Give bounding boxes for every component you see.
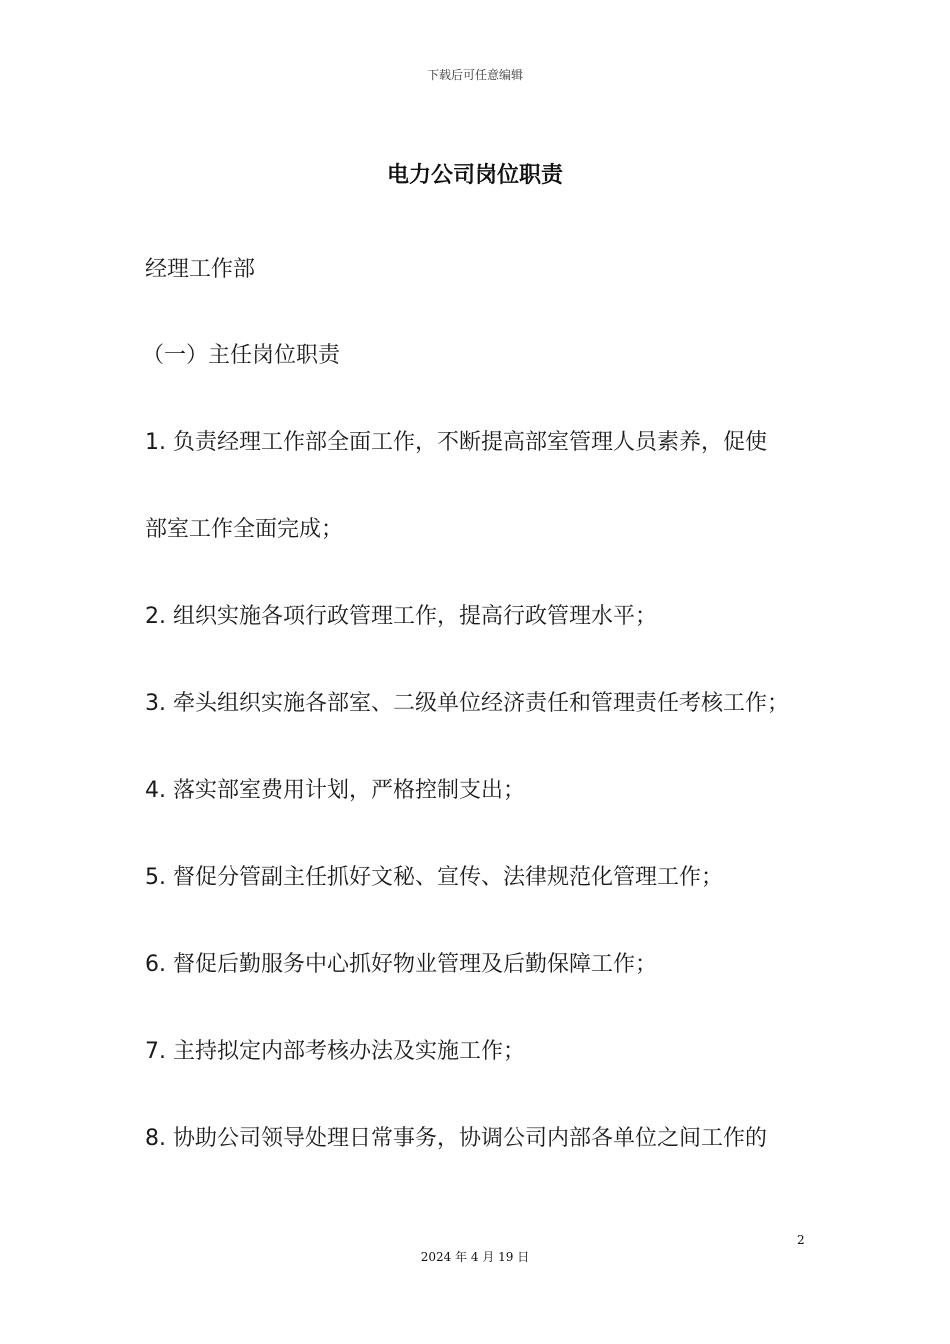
duty-line: 部室工作全面完成； <box>145 517 344 542</box>
footer-date: 2024 年 4 月 19 日 <box>420 1250 530 1264</box>
duty-line: 6. 督促后勤服务中心抓好物业管理及后勤保障工作； <box>145 952 657 977</box>
sub-heading: （一）主任岗位职责 <box>142 343 341 368</box>
duty-line: 4. 落实部室费用计划，严格控制支出； <box>145 778 525 803</box>
duty-line: 2. 组织实施各项行政管理工作，提高行政管理水平； <box>145 604 657 629</box>
duty-line: 1. 负责经理工作部全面工作，不断提高部室管理人员素养，促使 <box>145 430 767 455</box>
page-number: 2 <box>797 1233 805 1247</box>
duty-line: 5. 督促分管副主任抓好文秘、宣传、法律规范化管理工作； <box>145 865 723 890</box>
duty-line: 3. 牵头组织实施各部室、二级单位经济责任和管理责任考核工作； <box>145 691 789 716</box>
duty-line: 7. 主持拟定内部考核办法及实施工作； <box>145 1039 525 1064</box>
duty-line: 8. 协助公司领导处理日常事务，协调公司内部各单位之间工作的 <box>145 1126 767 1151</box>
document-title: 电力公司岗位职责 <box>386 163 563 188</box>
section-heading: 经理工作部 <box>145 257 256 282</box>
header-note: 下载后可任意编辑 <box>426 68 523 82</box>
